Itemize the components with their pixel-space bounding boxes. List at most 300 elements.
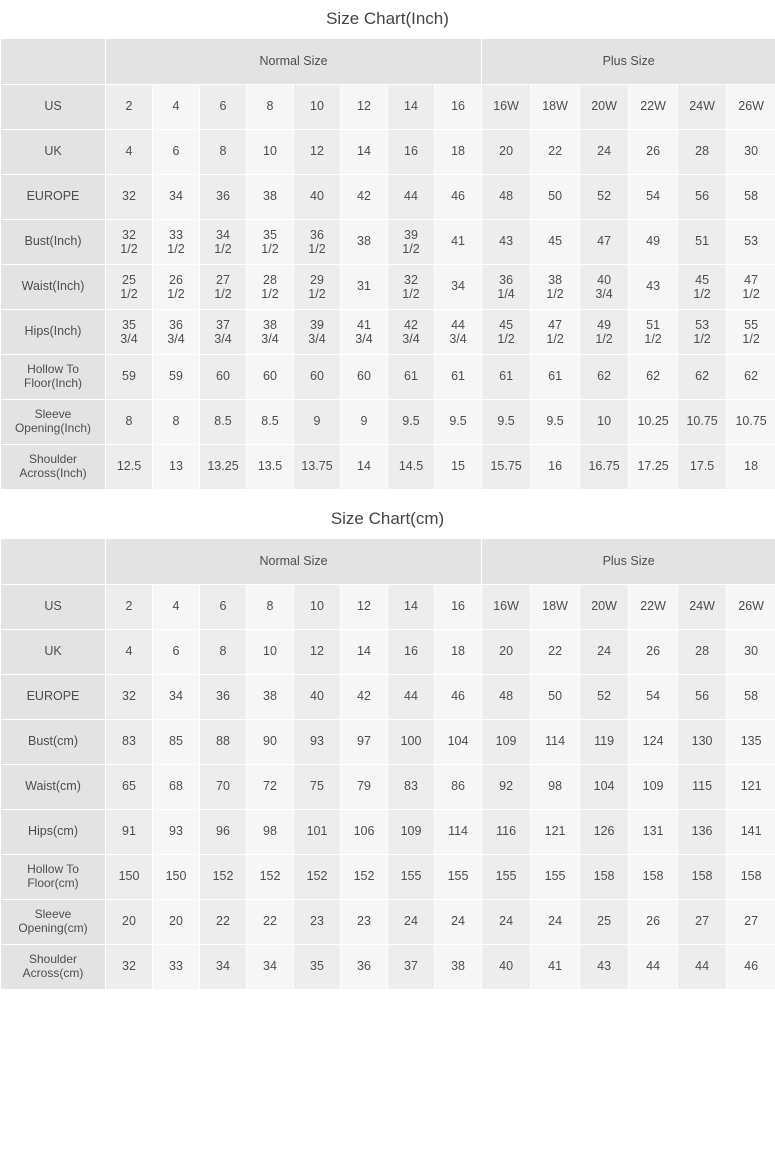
table-cell: 65 <box>106 765 153 810</box>
table-cell: 121 <box>531 810 580 855</box>
table-cell: 39 3/4 <box>294 310 341 355</box>
size-chart-block <box>0 500 775 990</box>
table-cell: 47 1/2 <box>531 310 580 355</box>
group-header-normal-size: Normal Size <box>106 539 482 585</box>
table-cell: 14.5 <box>388 445 435 490</box>
table-cell: 158 <box>580 855 629 900</box>
table-cell: 37 <box>388 945 435 990</box>
table-cell: 2 <box>106 85 153 130</box>
table-cell: 51 <box>678 220 727 265</box>
table-cell: 22 <box>200 900 247 945</box>
table-cell: 10.25 <box>629 400 678 445</box>
table-cell: 60 <box>200 355 247 400</box>
group-header-plus-size: Plus Size <box>482 539 775 585</box>
table-cell: 61 <box>435 355 482 400</box>
row-label: EUROPE <box>1 175 106 220</box>
table-cell: 98 <box>247 810 294 855</box>
size-chart-block <box>0 0 775 490</box>
table-cell: 93 <box>294 720 341 765</box>
row-label: Hollow To Floor(cm) <box>1 855 106 900</box>
table-row <box>1 220 775 265</box>
table-cell: 18 <box>435 630 482 675</box>
table-cell: 15.75 <box>482 445 531 490</box>
table-cell: 17.25 <box>629 445 678 490</box>
table-cell: 158 <box>629 855 678 900</box>
table-cell: 16W <box>482 85 531 130</box>
table-cell: 68 <box>153 765 200 810</box>
table-cell: 29 1/2 <box>294 265 341 310</box>
table-cell: 24 <box>580 630 629 675</box>
table-cell: 61 <box>531 355 580 400</box>
table-cell: 27 1/2 <box>200 265 247 310</box>
table-cell: 10 <box>294 85 341 130</box>
table-cell: 58 <box>727 675 775 720</box>
table-cell: 26 <box>629 900 678 945</box>
table-cell: 45 1/2 <box>678 265 727 310</box>
table-cell: 25 1/2 <box>106 265 153 310</box>
table-cell: 12 <box>294 630 341 675</box>
table-cell: 10 <box>247 630 294 675</box>
table-cell: 16 <box>388 630 435 675</box>
table-cell: 8 <box>247 85 294 130</box>
table-cell: 109 <box>629 765 678 810</box>
table-cell: 124 <box>629 720 678 765</box>
table-cell: 90 <box>247 720 294 765</box>
table-cell: 6 <box>200 85 247 130</box>
table-cell: 42 3/4 <box>388 310 435 355</box>
table-cell: 6 <box>153 630 200 675</box>
table-cell: 37 3/4 <box>200 310 247 355</box>
table-cell: 86 <box>435 765 482 810</box>
table-cell: 46 <box>435 175 482 220</box>
table-cell: 18W <box>531 85 580 130</box>
row-label: Sleeve Opening(Inch) <box>1 400 106 445</box>
table-cell: 136 <box>678 810 727 855</box>
table-cell: 56 <box>678 175 727 220</box>
table-cell: 25 <box>580 900 629 945</box>
table-cell: 32 <box>106 945 153 990</box>
table-cell: 60 <box>341 355 388 400</box>
group-header-row <box>1 39 775 85</box>
table-cell: 79 <box>341 765 388 810</box>
table-cell: 20 <box>153 900 200 945</box>
table-cell: 32 1/2 <box>106 220 153 265</box>
table-cell: 60 <box>294 355 341 400</box>
group-header-row <box>1 539 775 585</box>
table-cell: 92 <box>482 765 531 810</box>
table-cell: 10 <box>294 585 341 630</box>
table-cell: 8.5 <box>200 400 247 445</box>
table-cell: 158 <box>678 855 727 900</box>
table-cell: 10 <box>580 400 629 445</box>
table-cell: 114 <box>531 720 580 765</box>
table-cell: 8 <box>106 400 153 445</box>
table-cell: 13.5 <box>247 445 294 490</box>
table-cell: 10.75 <box>678 400 727 445</box>
table-row <box>1 130 775 175</box>
table-cell: 59 <box>153 355 200 400</box>
table-row <box>1 445 775 490</box>
table-cell: 97 <box>341 720 388 765</box>
corner-cell <box>1 39 106 85</box>
table-cell: 38 3/4 <box>247 310 294 355</box>
table-cell: 13.25 <box>200 445 247 490</box>
table-row <box>1 400 775 445</box>
table-cell: 22W <box>629 585 678 630</box>
table-cell: 38 1/2 <box>531 265 580 310</box>
table-cell: 62 <box>727 355 775 400</box>
table-cell: 4 <box>106 630 153 675</box>
table-cell: 48 <box>482 675 531 720</box>
table-cell: 72 <box>247 765 294 810</box>
table-cell: 43 <box>629 265 678 310</box>
table-cell: 56 <box>678 675 727 720</box>
table-cell: 15 <box>435 445 482 490</box>
row-label: Waist(Inch) <box>1 265 106 310</box>
size-chart-table <box>0 38 775 490</box>
table-cell: 38 <box>341 220 388 265</box>
table-cell: 116 <box>482 810 531 855</box>
table-cell: 104 <box>580 765 629 810</box>
table-cell: 28 <box>678 630 727 675</box>
table-cell: 9 <box>294 400 341 445</box>
chart-separator <box>0 490 775 500</box>
table-cell: 152 <box>200 855 247 900</box>
table-row <box>1 585 775 630</box>
table-cell: 54 <box>629 175 678 220</box>
table-cell: 36 <box>200 175 247 220</box>
table-cell: 119 <box>580 720 629 765</box>
table-cell: 55 1/2 <box>727 310 775 355</box>
table-cell: 131 <box>629 810 678 855</box>
table-cell: 4 <box>153 85 200 130</box>
table-cell: 9 <box>341 400 388 445</box>
table-cell: 12 <box>341 85 388 130</box>
table-cell: 150 <box>106 855 153 900</box>
table-row <box>1 355 775 400</box>
table-cell: 85 <box>153 720 200 765</box>
table-cell: 20W <box>580 585 629 630</box>
table-cell: 36 1/2 <box>294 220 341 265</box>
table-row <box>1 310 775 355</box>
table-cell: 115 <box>678 765 727 810</box>
table-cell: 9.5 <box>482 400 531 445</box>
table-cell: 36 <box>200 675 247 720</box>
table-cell: 22 <box>247 900 294 945</box>
table-cell: 16 <box>435 585 482 630</box>
table-cell: 32 <box>106 675 153 720</box>
table-cell: 10.75 <box>727 400 775 445</box>
table-cell: 16 <box>435 85 482 130</box>
table-cell: 130 <box>678 720 727 765</box>
table-cell: 4 <box>106 130 153 175</box>
table-cell: 43 <box>482 220 531 265</box>
table-cell: 109 <box>388 810 435 855</box>
table-cell: 152 <box>294 855 341 900</box>
table-cell: 158 <box>727 855 775 900</box>
table-cell: 27 <box>678 900 727 945</box>
row-label: Waist(cm) <box>1 765 106 810</box>
table-cell: 53 <box>727 220 775 265</box>
table-cell: 101 <box>294 810 341 855</box>
table-cell: 70 <box>200 765 247 810</box>
table-cell: 155 <box>531 855 580 900</box>
table-cell: 47 1/2 <box>727 265 775 310</box>
table-cell: 30 <box>727 130 775 175</box>
table-row <box>1 855 775 900</box>
table-cell: 40 3/4 <box>580 265 629 310</box>
table-cell: 54 <box>629 675 678 720</box>
table-cell: 14 <box>341 445 388 490</box>
table-cell: 13 <box>153 445 200 490</box>
table-cell: 62 <box>678 355 727 400</box>
table-cell: 109 <box>482 720 531 765</box>
table-cell: 41 <box>531 945 580 990</box>
table-cell: 47 <box>580 220 629 265</box>
table-row <box>1 175 775 220</box>
table-cell: 39 1/2 <box>388 220 435 265</box>
table-cell: 93 <box>153 810 200 855</box>
row-label: US <box>1 85 106 130</box>
table-cell: 42 <box>341 675 388 720</box>
table-cell: 27 <box>727 900 775 945</box>
table-cell: 155 <box>435 855 482 900</box>
table-cell: 152 <box>247 855 294 900</box>
table-cell: 34 <box>247 945 294 990</box>
table-cell: 23 <box>341 900 388 945</box>
table-cell: 31 <box>341 265 388 310</box>
table-cell: 16.75 <box>580 445 629 490</box>
table-cell: 41 3/4 <box>341 310 388 355</box>
table-cell: 50 <box>531 175 580 220</box>
table-cell: 20 <box>482 130 531 175</box>
table-cell: 46 <box>727 945 775 990</box>
table-cell: 12 <box>341 585 388 630</box>
table-row <box>1 945 775 990</box>
table-cell: 106 <box>341 810 388 855</box>
table-cell: 44 <box>678 945 727 990</box>
table-cell: 10 <box>247 130 294 175</box>
table-cell: 58 <box>727 175 775 220</box>
table-cell: 98 <box>531 765 580 810</box>
table-cell: 23 <box>294 900 341 945</box>
table-cell: 24 <box>482 900 531 945</box>
table-cell: 16 <box>531 445 580 490</box>
table-cell: 83 <box>106 720 153 765</box>
table-cell: 6 <box>200 585 247 630</box>
table-cell: 8.5 <box>247 400 294 445</box>
row-label: EUROPE <box>1 675 106 720</box>
table-cell: 9.5 <box>531 400 580 445</box>
table-cell: 59 <box>106 355 153 400</box>
table-cell: 141 <box>727 810 775 855</box>
table-row <box>1 630 775 675</box>
corner-cell <box>1 539 106 585</box>
table-cell: 24W <box>678 85 727 130</box>
table-cell: 22W <box>629 85 678 130</box>
row-label: Sleeve Opening(cm) <box>1 900 106 945</box>
table-cell: 36 1/4 <box>482 265 531 310</box>
table-cell: 34 <box>153 175 200 220</box>
group-header-normal-size: Normal Size <box>106 39 482 85</box>
table-cell: 44 3/4 <box>435 310 482 355</box>
table-cell: 36 3/4 <box>153 310 200 355</box>
table-row <box>1 85 775 130</box>
table-cell: 24 <box>435 900 482 945</box>
row-label: Hollow To Floor(Inch) <box>1 355 106 400</box>
table-cell: 121 <box>727 765 775 810</box>
table-cell: 96 <box>200 810 247 855</box>
table-cell: 150 <box>153 855 200 900</box>
table-cell: 152 <box>341 855 388 900</box>
table-cell: 14 <box>388 585 435 630</box>
table-row <box>1 810 775 855</box>
table-cell: 50 <box>531 675 580 720</box>
table-cell: 26 <box>629 630 678 675</box>
table-cell: 26W <box>727 585 775 630</box>
table-cell: 36 <box>341 945 388 990</box>
table-cell: 14 <box>341 130 388 175</box>
table-cell: 18W <box>531 585 580 630</box>
table-cell: 34 <box>153 675 200 720</box>
table-cell: 13.75 <box>294 445 341 490</box>
table-cell: 12 <box>294 130 341 175</box>
row-label: Hips(Inch) <box>1 310 106 355</box>
table-row <box>1 675 775 720</box>
table-row <box>1 900 775 945</box>
table-cell: 49 1/2 <box>580 310 629 355</box>
table-cell: 62 <box>580 355 629 400</box>
table-cell: 61 <box>388 355 435 400</box>
table-cell: 41 <box>435 220 482 265</box>
table-cell: 22 <box>531 630 580 675</box>
table-cell: 24 <box>388 900 435 945</box>
row-label: Shoulder Across(cm) <box>1 945 106 990</box>
table-cell: 32 <box>106 175 153 220</box>
table-cell: 17.5 <box>678 445 727 490</box>
table-row <box>1 265 775 310</box>
table-cell: 38 <box>435 945 482 990</box>
table-cell: 61 <box>482 355 531 400</box>
table-cell: 126 <box>580 810 629 855</box>
table-cell: 16W <box>482 585 531 630</box>
row-label: UK <box>1 630 106 675</box>
table-cell: 24W <box>678 585 727 630</box>
table-cell: 8 <box>247 585 294 630</box>
table-cell: 22 <box>531 130 580 175</box>
table-cell: 52 <box>580 175 629 220</box>
table-cell: 24 <box>580 130 629 175</box>
table-cell: 26 1/2 <box>153 265 200 310</box>
table-cell: 33 <box>153 945 200 990</box>
table-cell: 20 <box>482 630 531 675</box>
table-cell: 45 <box>531 220 580 265</box>
table-cell: 6 <box>153 130 200 175</box>
table-cell: 44 <box>388 175 435 220</box>
table-cell: 52 <box>580 675 629 720</box>
row-label: UK <box>1 130 106 175</box>
table-cell: 42 <box>341 175 388 220</box>
table-cell: 62 <box>629 355 678 400</box>
table-cell: 26W <box>727 85 775 130</box>
table-row <box>1 765 775 810</box>
table-cell: 14 <box>341 630 388 675</box>
table-cell: 8 <box>153 400 200 445</box>
table-cell: 44 <box>388 675 435 720</box>
table-cell: 38 <box>247 675 294 720</box>
row-label: Shoulder Across(Inch) <box>1 445 106 490</box>
table-cell: 14 <box>388 85 435 130</box>
row-label: US <box>1 585 106 630</box>
table-cell: 60 <box>247 355 294 400</box>
table-cell: 91 <box>106 810 153 855</box>
table-cell: 12.5 <box>106 445 153 490</box>
table-cell: 88 <box>200 720 247 765</box>
table-cell: 2 <box>106 585 153 630</box>
table-cell: 35 3/4 <box>106 310 153 355</box>
table-cell: 53 1/2 <box>678 310 727 355</box>
table-row <box>1 720 775 765</box>
row-label: Bust(cm) <box>1 720 106 765</box>
table-cell: 46 <box>435 675 482 720</box>
table-cell: 83 <box>388 765 435 810</box>
table-cell: 34 <box>435 265 482 310</box>
table-cell: 33 1/2 <box>153 220 200 265</box>
table-cell: 75 <box>294 765 341 810</box>
table-cell: 38 <box>247 175 294 220</box>
table-cell: 18 <box>727 445 775 490</box>
chart-title: Size Chart(cm) <box>0 500 775 538</box>
size-chart-table <box>0 538 775 990</box>
table-cell: 48 <box>482 175 531 220</box>
table-cell: 32 1/2 <box>388 265 435 310</box>
table-cell: 155 <box>482 855 531 900</box>
table-cell: 114 <box>435 810 482 855</box>
table-cell: 45 1/2 <box>482 310 531 355</box>
table-cell: 28 1/2 <box>247 265 294 310</box>
table-cell: 4 <box>153 585 200 630</box>
group-header-plus-size: Plus Size <box>482 39 775 85</box>
table-cell: 18 <box>435 130 482 175</box>
table-cell: 40 <box>294 675 341 720</box>
table-cell: 155 <box>388 855 435 900</box>
table-cell: 44 <box>629 945 678 990</box>
table-cell: 35 <box>294 945 341 990</box>
table-cell: 104 <box>435 720 482 765</box>
row-label: Bust(Inch) <box>1 220 106 265</box>
table-cell: 16 <box>388 130 435 175</box>
table-cell: 9.5 <box>435 400 482 445</box>
table-cell: 34 <box>200 945 247 990</box>
table-cell: 20W <box>580 85 629 130</box>
table-cell: 28 <box>678 130 727 175</box>
table-cell: 26 <box>629 130 678 175</box>
table-cell: 40 <box>294 175 341 220</box>
table-cell: 135 <box>727 720 775 765</box>
table-cell: 9.5 <box>388 400 435 445</box>
table-cell: 40 <box>482 945 531 990</box>
table-cell: 51 1/2 <box>629 310 678 355</box>
table-cell: 43 <box>580 945 629 990</box>
table-cell: 49 <box>629 220 678 265</box>
chart-title: Size Chart(Inch) <box>0 0 775 38</box>
table-cell: 8 <box>200 130 247 175</box>
table-cell: 8 <box>200 630 247 675</box>
table-cell: 30 <box>727 630 775 675</box>
row-label: Hips(cm) <box>1 810 106 855</box>
table-cell: 20 <box>106 900 153 945</box>
table-cell: 100 <box>388 720 435 765</box>
